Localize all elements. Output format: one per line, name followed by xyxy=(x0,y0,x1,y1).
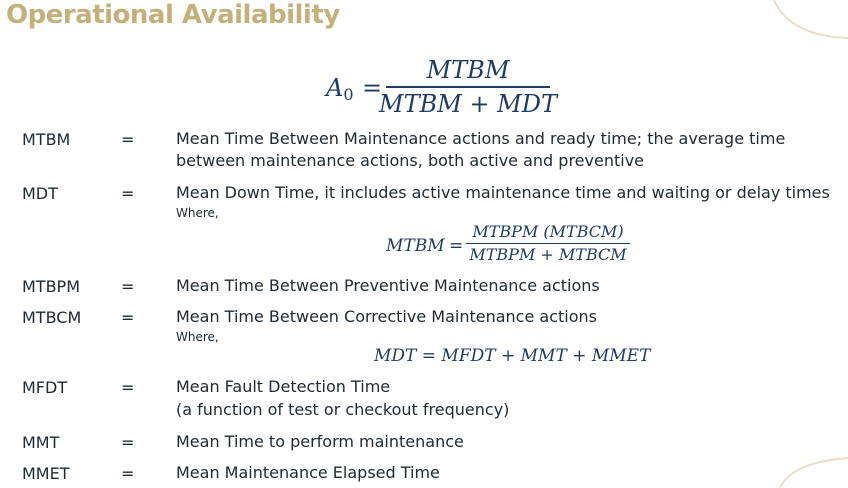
def-mtbm-abbr: MTBM xyxy=(22,130,71,149)
def-mfdt-desc-line2: (a function of test or checkout frequency) xyxy=(176,400,510,419)
def-mfdt-abbr: MFDT xyxy=(22,378,68,397)
def-mfdt-equals: = xyxy=(121,378,135,397)
def-mmet-desc-line1: Mean Maintenance Elapsed Time xyxy=(176,463,440,482)
def-mtbpm-abbr: MTBPM xyxy=(22,277,81,296)
def-mtbcm-where: Where, xyxy=(176,330,219,344)
def-mtbcm-equals: = xyxy=(121,308,135,327)
mtbm-formula-lhs: MTBM xyxy=(386,236,445,256)
def-mdt-desc-line1: Mean Down Time, it includes active maintenance time and waiting or delay times xyxy=(176,183,830,202)
def-mtbcm-desc-line1: Mean Time Between Corrective Maintenance actions xyxy=(176,307,597,326)
mtbm-formula-numerator: MTBPM (MTBCM) xyxy=(472,222,624,241)
page-title: Operational Availability xyxy=(6,0,340,30)
formula-denominator: MTBM + MDT xyxy=(379,90,557,118)
def-mtbm-desc-line1: Mean Time Between Maintenance actions and ready time; the average time xyxy=(176,129,786,148)
def-mtbpm-equals: = xyxy=(121,277,135,296)
def-mtbm-equals: = xyxy=(121,130,135,149)
mtbm-formula-fraction-bar xyxy=(466,243,630,244)
def-mtbcm-abbr: MTBCM xyxy=(22,308,82,327)
def-mdt-where: Where, xyxy=(176,206,219,220)
formula-numerator: MTBM xyxy=(426,56,510,84)
def-mmt-equals: = xyxy=(121,433,135,452)
def-mmt-abbr: MMT xyxy=(22,433,60,452)
mtbm-formula-equals: = xyxy=(449,236,464,256)
formula-lhs-subscript: 0 xyxy=(343,85,354,104)
def-mdt-abbr: MDT xyxy=(22,184,58,203)
mdt-formula: MDT = MFDT + MMT + MMET xyxy=(374,346,651,366)
mtbm-formula-denominator: MTBPM + MTBCM xyxy=(469,245,627,264)
def-mmt-desc-line1: Mean Time to perform maintenance xyxy=(176,432,464,451)
def-mfdt-desc-line1: Mean Fault Detection Time xyxy=(176,377,391,396)
def-mtbm-desc-line2: between maintenance actions, both active and preventive xyxy=(176,151,644,170)
corner-decoration-bottom xyxy=(780,456,848,488)
formula-equals: = xyxy=(362,74,383,102)
formula-fraction xyxy=(379,56,557,118)
def-mtbpm-desc-line1: Mean Time Between Preventive Maintenance actions xyxy=(176,276,600,295)
mtbm-formula-fraction xyxy=(466,222,630,265)
corner-decoration-top xyxy=(760,0,848,44)
formula-lhs: A0 xyxy=(326,74,354,104)
formula-fraction-bar xyxy=(386,86,550,88)
def-mmet-equals: = xyxy=(121,464,135,483)
def-mdt-equals: = xyxy=(121,184,135,203)
def-mmet-abbr: MMET xyxy=(22,464,70,483)
